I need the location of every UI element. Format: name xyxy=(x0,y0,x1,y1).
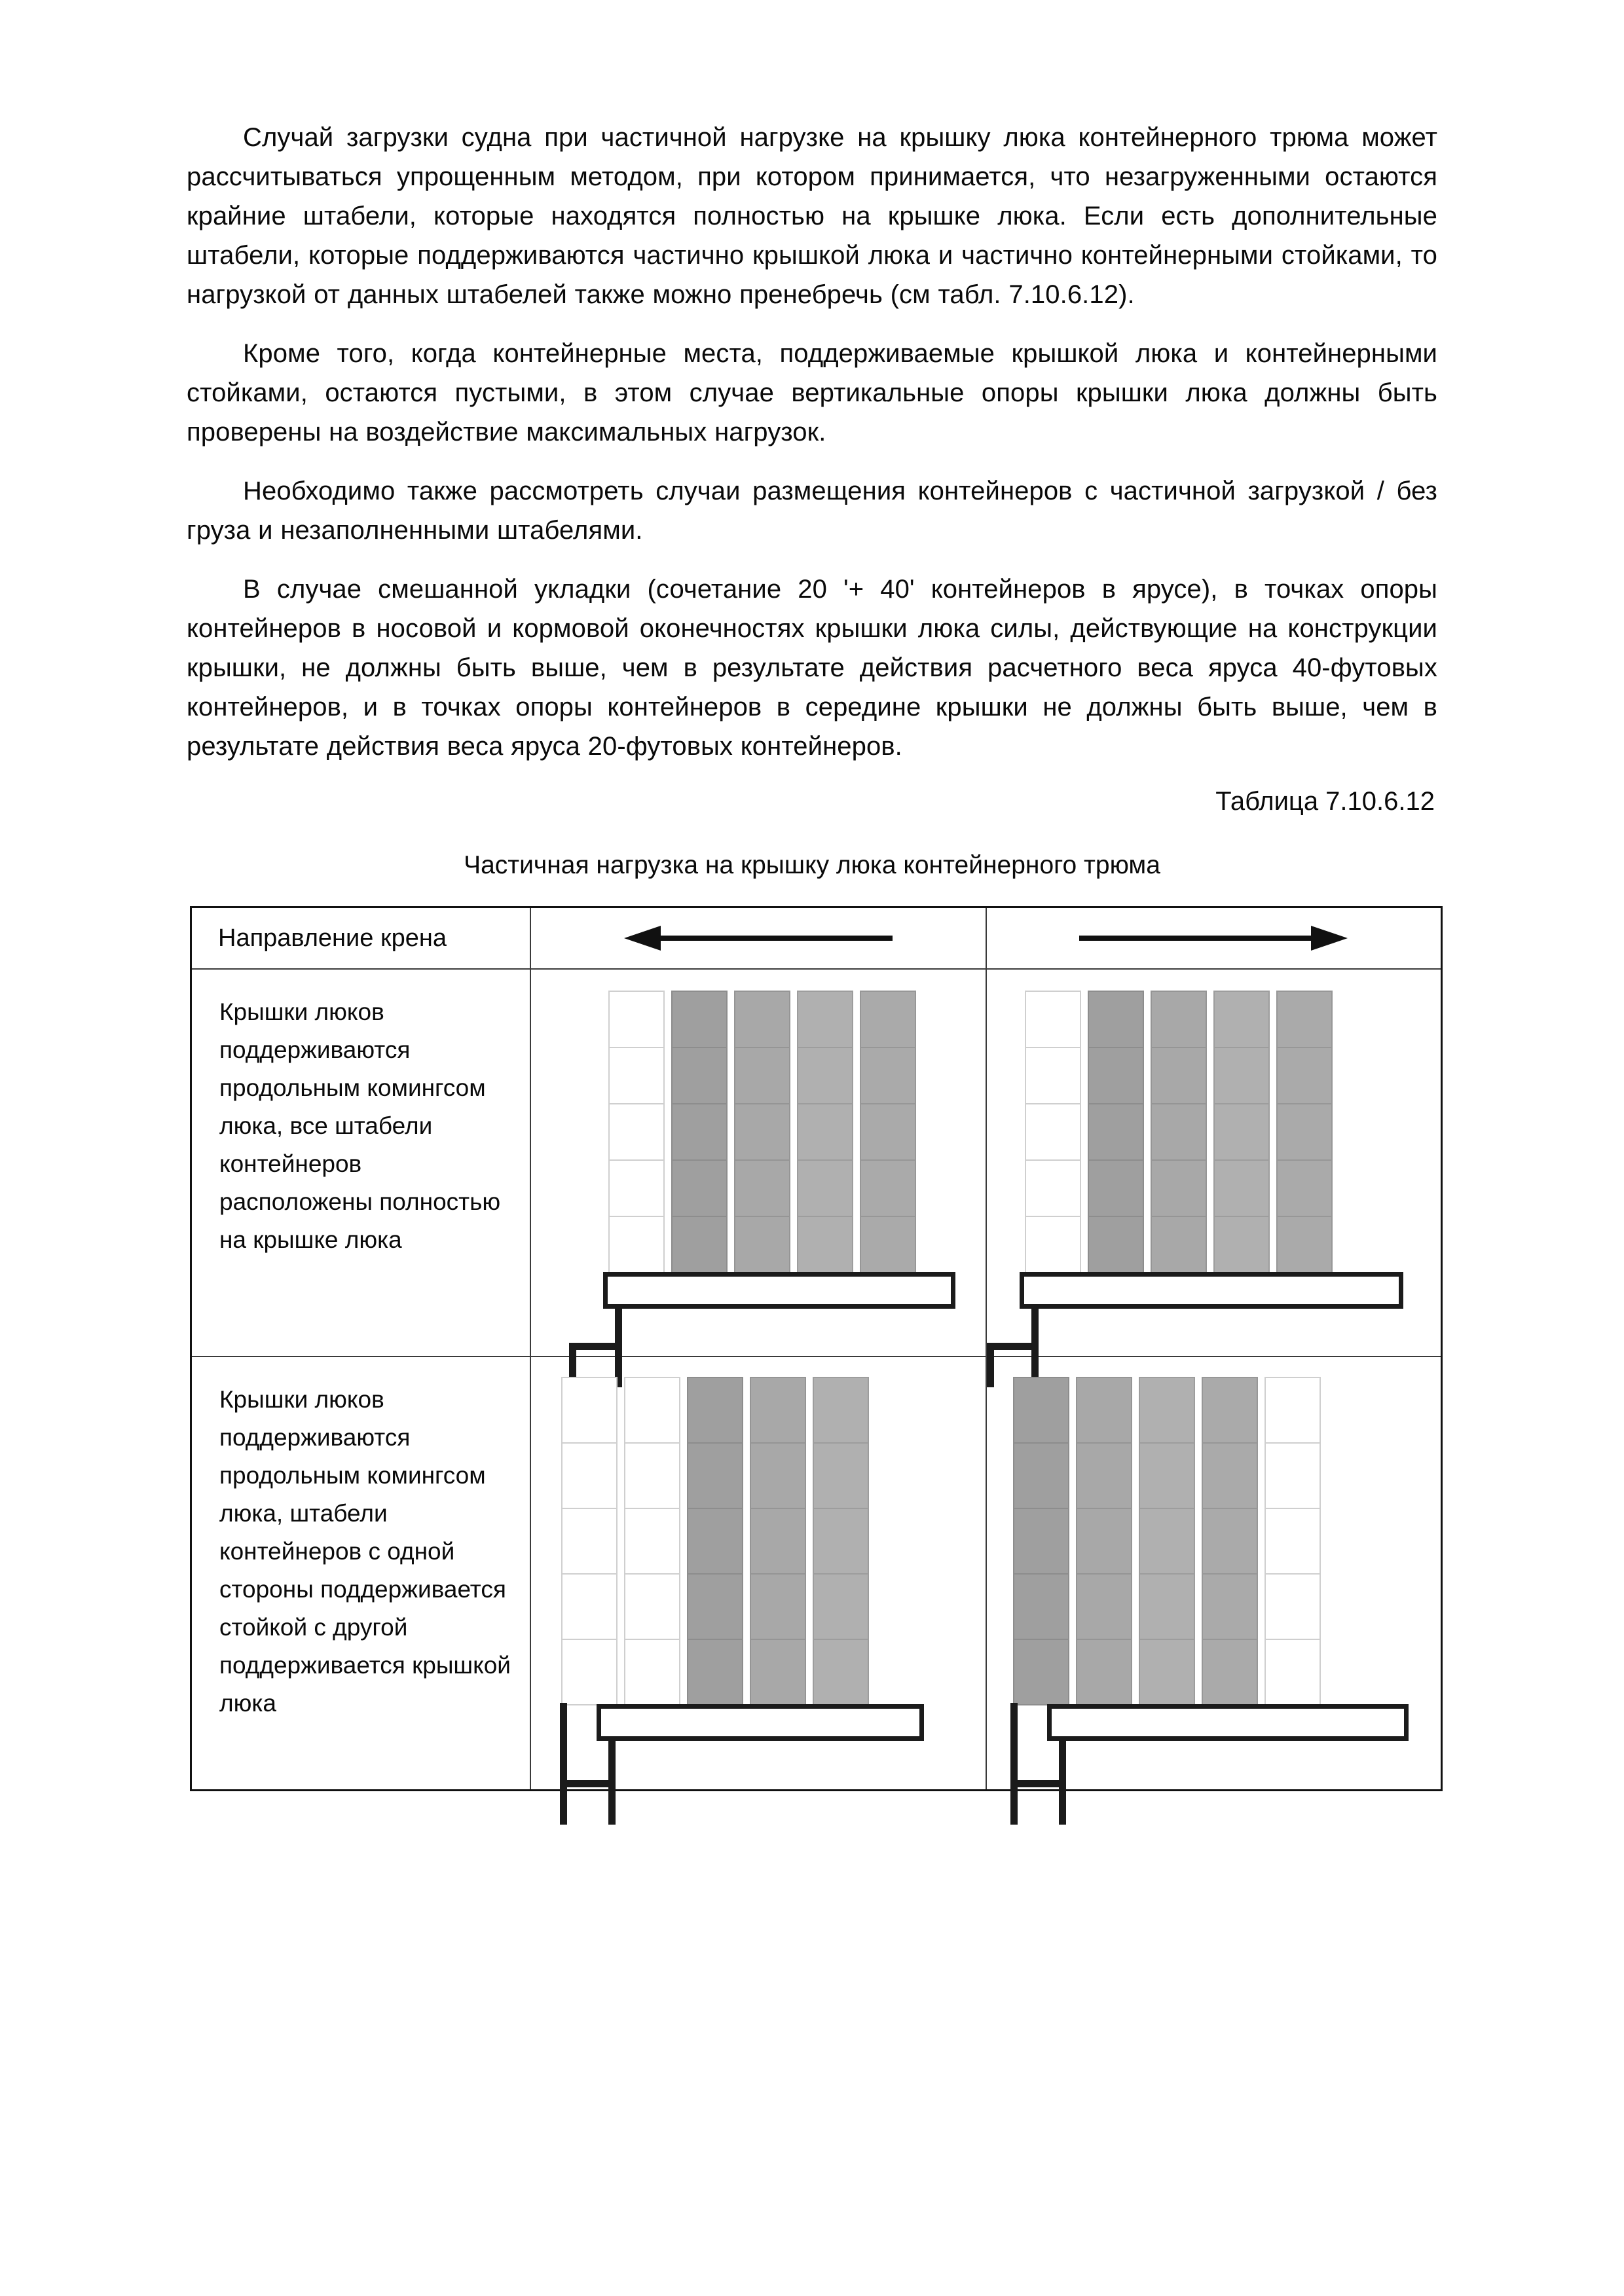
hatch-coaming-horizontal xyxy=(987,1343,1038,1350)
table-row xyxy=(191,969,1442,1357)
header-arrow-left-cell xyxy=(530,907,986,970)
arrow-right-head xyxy=(1311,926,1348,951)
diagram-row1-left xyxy=(531,970,986,1356)
paragraph-4: В случае смешанной укладки (сочетание 20 '+ 40' контейнеров в ярусе), в точках опоры контейнеров в носовой и кормовой оконечностях крышки люка силы, действующие на конструкции крышки, не должны быть выше, чем в результате действия расчетного веса яруса 40-футовых контейнеров, и в точках опоры контейнеров в середине крышки не должны быть выше, чем в результате действия веса яруса 20-футовых контейнеров. xyxy=(187,575,1437,761)
heel-direction-label: Направление крена xyxy=(218,924,447,952)
hatch-coaming-horizontal xyxy=(569,1343,621,1350)
container-stanchion xyxy=(560,1703,567,1825)
hatch-cover-beam xyxy=(603,1272,955,1309)
header-arrow-right-cell xyxy=(986,907,1442,970)
table-number: Таблица 7.10.6.12 xyxy=(1215,787,1435,816)
container-stack-loaded xyxy=(734,991,790,1272)
row2-left-diagram-cell xyxy=(530,1357,986,1791)
row1-left-diagram-cell xyxy=(530,969,986,1357)
container-stack-loaded xyxy=(1276,991,1333,1272)
row1-label-cell xyxy=(191,969,530,1357)
container-stack-loaded xyxy=(1213,991,1270,1272)
paragraph-1: Случай загрузки судна при частичной нагрузке на крышку люка контейнерного трюма может рассчитываться упрощенным методом, при котором принимается, что незагруженными остаются крайние штабели, которые находятся полностью на крышке люка. Если есть дополнительные штабели, которые поддерживаются частично крышкой люка и частично контейнерными стойками, то нагрузкой от данных штабелей также можно пренебречь (см табл. 7.10.6.12). xyxy=(187,123,1437,309)
partial-load-table xyxy=(190,906,1443,1791)
container-stack-loaded xyxy=(1202,1377,1258,1704)
row2-label-cell xyxy=(191,1357,530,1791)
container-stanchion xyxy=(1010,1703,1018,1825)
row1-description: Крышки люков поддерживаются продольным комингсом люка, все штабели контейнеров расположены полностью на крышке люка xyxy=(219,998,501,1253)
diagram-row2-left xyxy=(531,1357,986,1789)
container-stack-empty xyxy=(1025,991,1081,1272)
paragraph-3: Необходимо также рассмотреть случаи размещения контейнеров с частичной загрузкой / без груза и незаполненными штабелями. xyxy=(187,477,1437,545)
diagram-row1-right xyxy=(987,970,1441,1356)
container-stack-loaded xyxy=(687,1377,743,1704)
container-stack-loaded xyxy=(1076,1377,1132,1704)
container-stacks xyxy=(1013,1377,1321,1704)
container-stack-empty xyxy=(608,991,665,1272)
row2-right-diagram-cell xyxy=(986,1357,1442,1791)
diagram-row2-right xyxy=(987,1357,1441,1789)
table-row xyxy=(191,1357,1442,1791)
container-stack-loaded xyxy=(1013,1377,1069,1704)
container-stack-loaded xyxy=(750,1377,806,1704)
hatch-coaming-horizontal xyxy=(560,1780,615,1787)
hatch-cover-beam xyxy=(1047,1704,1409,1741)
container-stacks xyxy=(1025,991,1333,1272)
row1-right-diagram-cell xyxy=(986,969,1442,1357)
row2-description: Крышки люков поддерживаются продольным комингсом люка, штабели контейнеров с одной стороны поддерживается стойкой с другой поддерживается крышкой люка xyxy=(219,1386,511,1717)
arrow-left-shaft xyxy=(658,936,893,941)
container-stack-loaded xyxy=(1088,991,1144,1272)
paragraph-2: Кроме того, когда контейнерные места, поддерживаемые крышкой люка и контейнерными стойками, остаются пустыми, в этом случае вертикальные опоры крышки люка должны быть проверены на воздействие максимальных нагрузок. xyxy=(187,339,1437,446)
container-stack-empty xyxy=(624,1377,680,1704)
container-stacks xyxy=(608,991,916,1272)
container-stack-empty xyxy=(1264,1377,1321,1704)
container-stack-empty xyxy=(561,1377,618,1704)
arrow-left-head xyxy=(624,926,661,951)
arrow-right-icon xyxy=(1079,928,1348,948)
arrow-left-icon xyxy=(624,928,893,948)
hatch-cover-beam xyxy=(1020,1272,1403,1309)
hatch-coaming-horizontal xyxy=(1010,1780,1065,1787)
header-label-cell xyxy=(191,907,530,970)
container-stack-loaded xyxy=(1139,1377,1195,1704)
container-stack-loaded xyxy=(797,991,853,1272)
hatch-cover-beam xyxy=(597,1704,924,1741)
container-stack-loaded xyxy=(1151,991,1207,1272)
table-header-row xyxy=(191,907,1442,970)
arrow-right-shaft xyxy=(1079,936,1314,941)
table-caption: Частичная нагрузка на крышку люка контейнерного трюма xyxy=(464,851,1160,879)
container-stack-loaded xyxy=(860,991,916,1272)
container-stack-loaded xyxy=(671,991,728,1272)
container-stacks xyxy=(561,1377,869,1704)
container-stack-loaded xyxy=(813,1377,869,1704)
